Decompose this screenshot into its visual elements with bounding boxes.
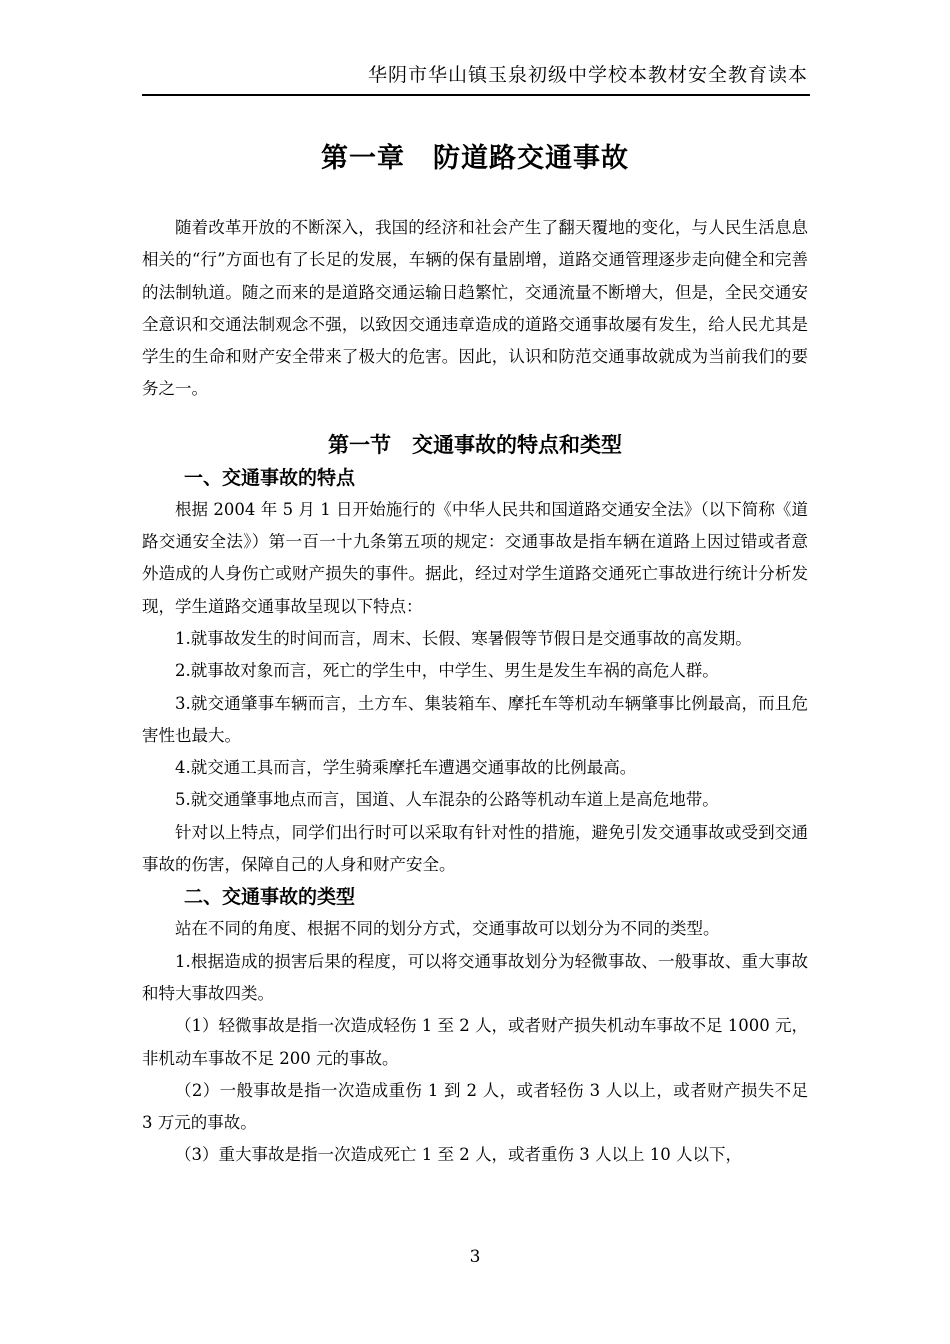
section-title: 第一节 交通事故的特点和类型 <box>328 432 622 457</box>
list-item: 4.就交通工具而言，学生骑乘摩托车遭遇交通事故的比例最高。 <box>175 758 637 778</box>
list-item: 5.就交通肇事地点而言，国道、人车混杂的公路等机动车道上是高危地带。 <box>175 790 719 810</box>
subsection-title-types: 二、交通事故的类型 <box>184 886 356 909</box>
page-number: 3 <box>469 1247 481 1267</box>
list-item: （1）轻微事故是指一次造成轻伤 1 至 2 人，或者财产损失机动车事故不足 1000 元，非机动车事故不足 200 元的事故。 <box>142 1016 808 1068</box>
header-rule <box>142 94 810 96</box>
subsection-title-features: 一、交通事故的特点 <box>184 466 356 489</box>
list-item: 3.就交通肇事车辆而言，土方车、集装箱车、摩托车等机动车辆肇事比例最高，而且危害性也最大。 <box>142 693 808 745</box>
paragraph: 站在不同的角度、根据不同的划分方式，交通事故可以划分为不同的类型。 <box>175 919 720 939</box>
list-item: （3）重大事故是指一次造成死亡 1 至 2 人，或者重伤 3 人以上 10 人以下， <box>175 1145 742 1165</box>
paragraph: 针对以上特点，同学们出行时可以采取有针对性的措施，避免引发交通事故或受到交通事故的伤害，保障自己的人身和财产安全。 <box>142 822 808 875</box>
list-item: （2）一般事故是指一次造成重伤 1 到 2 人，或者轻伤 3 人以上，或者财产损失不足 3 万元的事故。 <box>142 1080 808 1133</box>
list-item: 1.根据造成的损害后果的程度，可以将交通事故划分为轻微事故、一般事故、重大事故和特大事故四类。 <box>142 951 808 1003</box>
paragraph: 根据 2004 年 5 月 1 日开始施行的《中华人民共和国道路交通安全法》（以下简称《道路交通安全法》）第一百一十九条第五项的规定：交通事故是指车辆在道路上因过错或者意外造成的人身伤亡或财产损失的事件。据此，经过对学生道路交通死亡事故进行统计分析发现，学生道路交通事故呈现以下特点： <box>142 499 808 616</box>
list-item: 1.就事故发生的时间而言，周末、长假、寒暑假等节假日是交通事故的高发期。 <box>175 628 752 648</box>
running-header: 华阴市华山镇玉泉初级中学校本教材安全教育读本 <box>367 64 808 86</box>
chapter-intro: 随着改革开放的不断深入，我国的经济和社会产生了翻天覆地的变化，与人民生活息息相关的“行”方面也有了长足的发展，车辆的保有量剧增，道路交通管理逐步走向健全和完善的法制轨道。随之而来的是道路交通运输日趋繁忙，交通流量不断增大，但是，全民交通安全意识和交通法制观念不强，以致因交通违章造成的道路交通事故屡有发生，给人民尤其是学生的生命和财产安全带来了极大的危害。因此，认识和防范交通事故就成为当前我们的要务之一。 <box>142 218 808 399</box>
chapter-title: 第一章 防道路交通事故 <box>321 143 629 174</box>
list-item: 2.就事故对象而言，死亡的学生中，中学生、男生是发生车祸的高危人群。 <box>175 661 719 681</box>
document-body <box>142 212 808 1172</box>
